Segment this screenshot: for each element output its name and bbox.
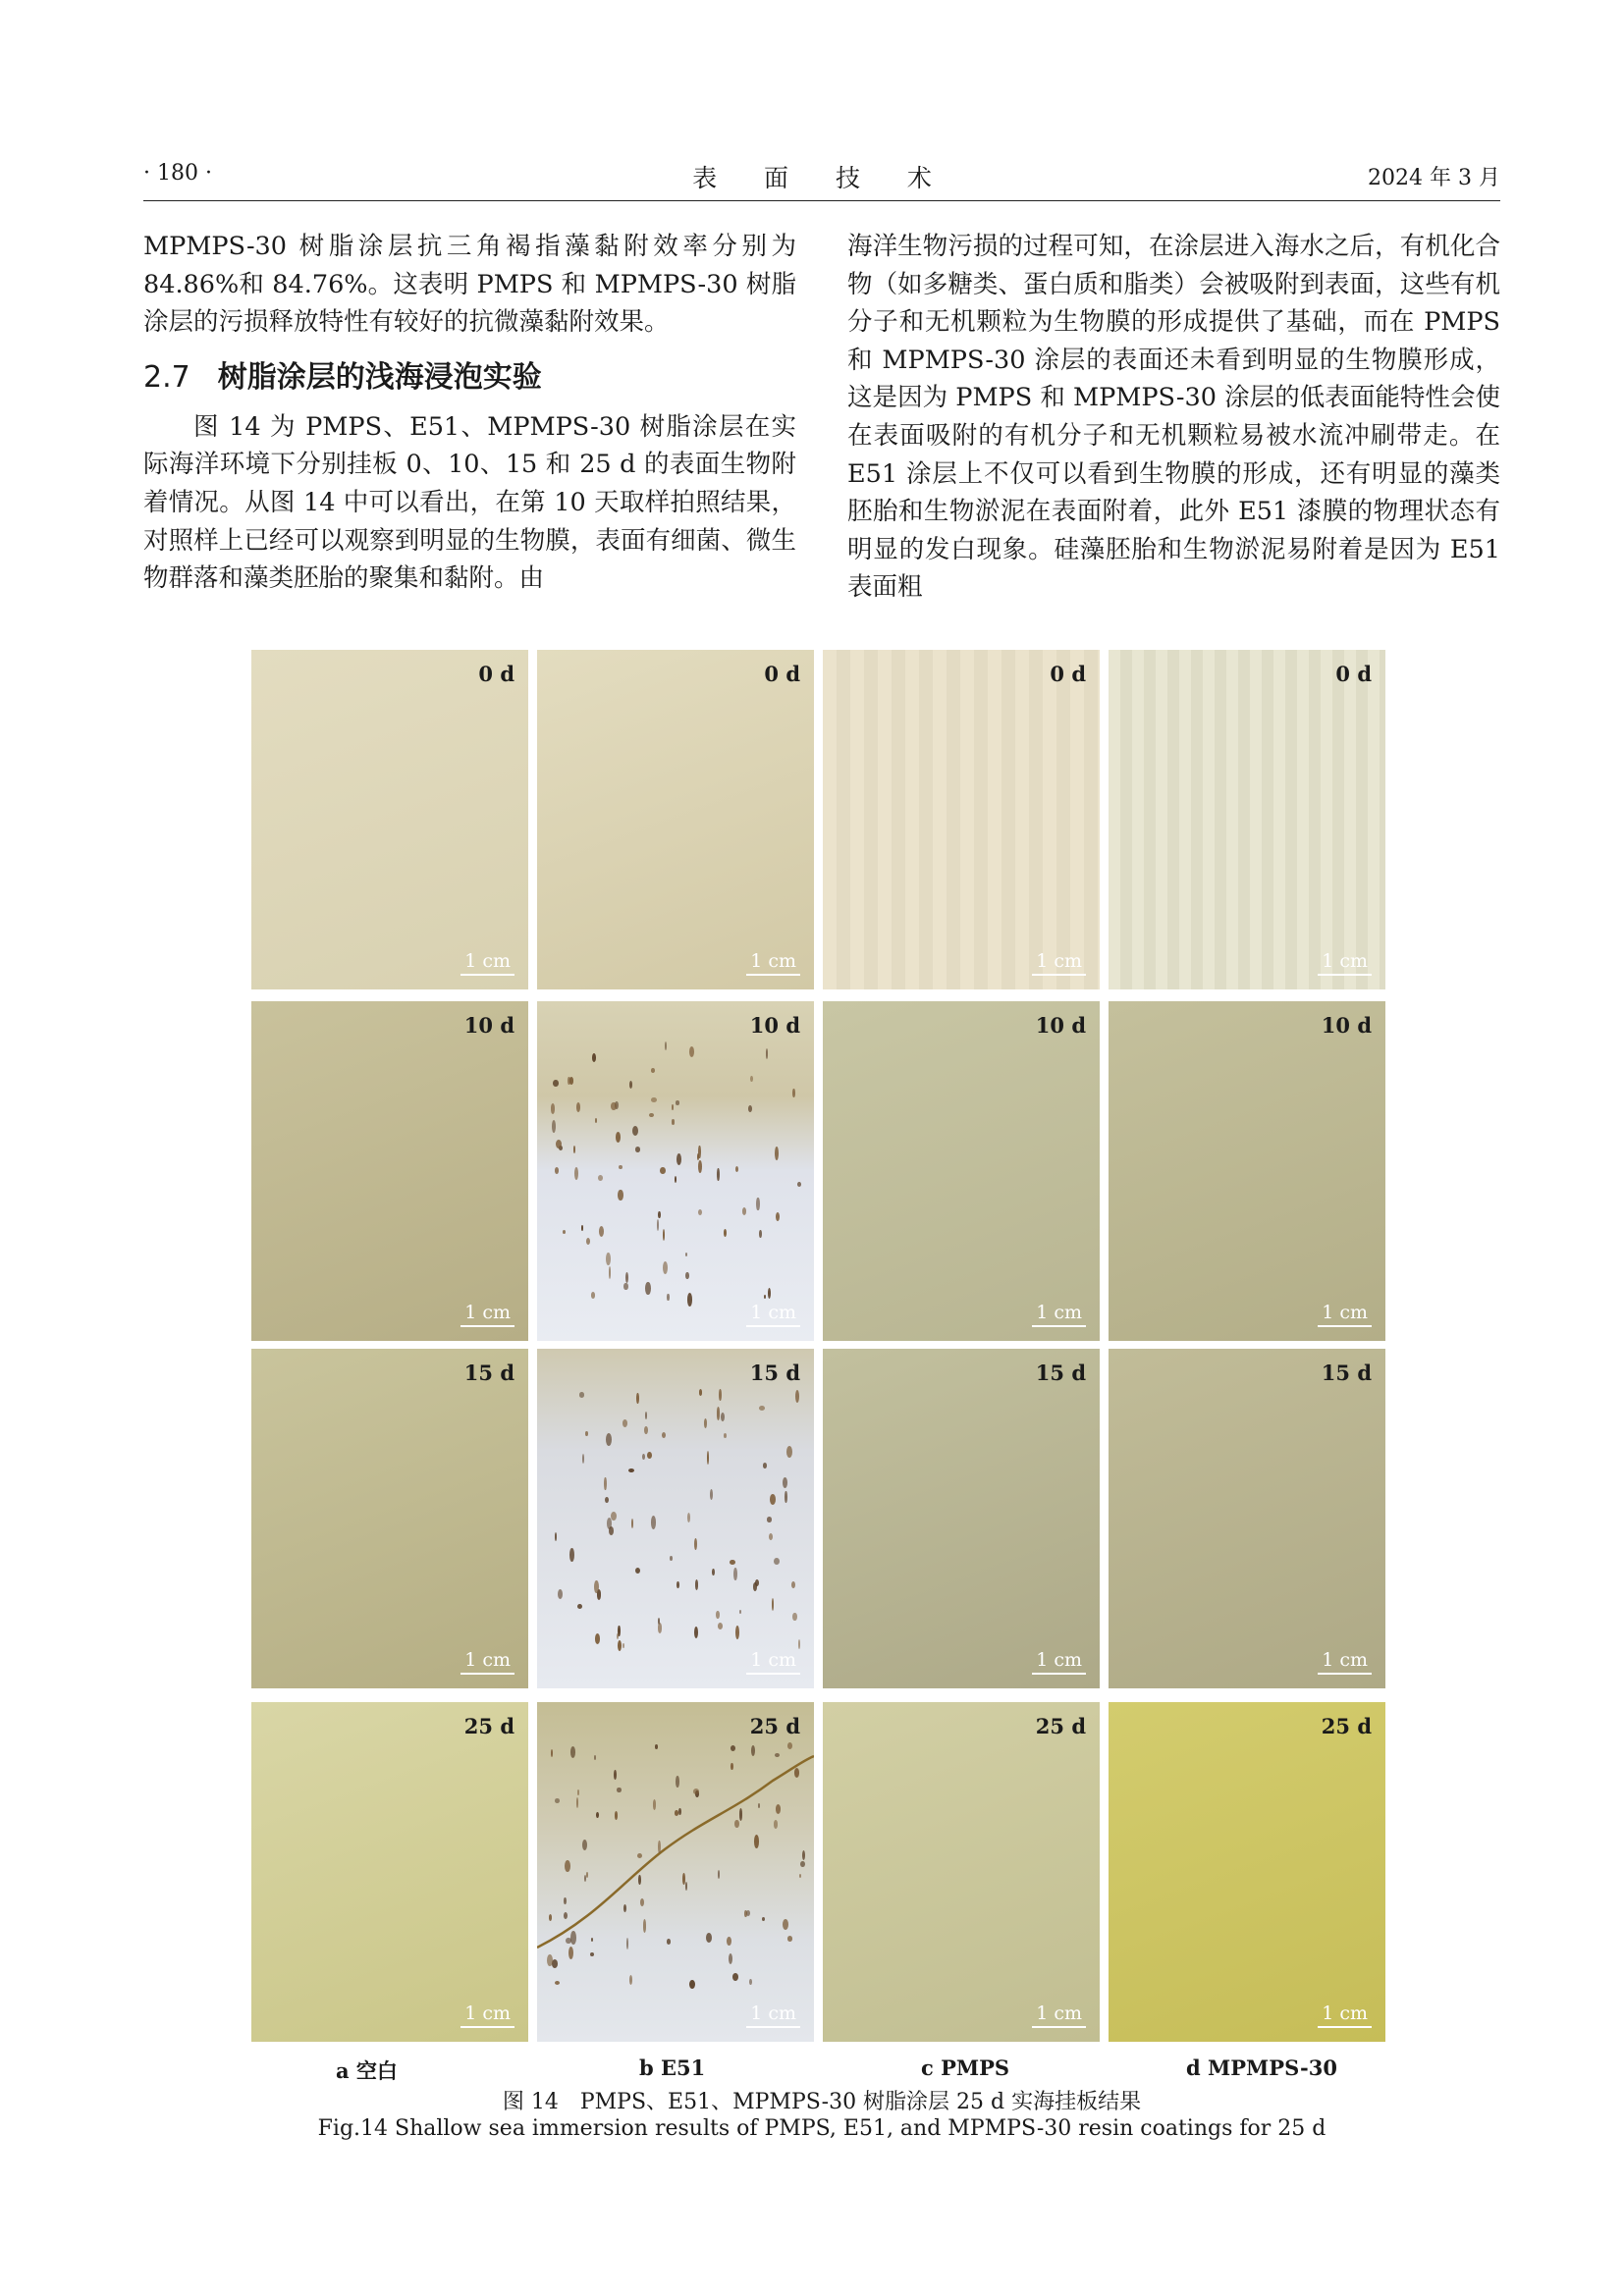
- fouling-speck: [658, 1841, 661, 1853]
- figure-caption-chinese: 图 14 PMPS、E51、MPMPS-30 树脂涂层 25 d 实海挂板结果: [502, 2090, 1142, 2114]
- fouling-speck: [660, 1167, 666, 1174]
- fouling-speck: [734, 1820, 739, 1828]
- fouling-speck: [682, 1873, 685, 1886]
- fouling-speck: [721, 1413, 725, 1421]
- fouling-speck: [800, 1861, 805, 1867]
- scale-bar: 1 cm: [1318, 2002, 1372, 2028]
- fouling-speck: [649, 1113, 654, 1118]
- day-label: 0 d: [1050, 662, 1086, 686]
- figure-14: [251, 650, 1386, 2083]
- fouling-speck: [586, 1238, 590, 1245]
- fouling-speck: [564, 1912, 568, 1919]
- column-label-b: b E51: [639, 2056, 706, 2080]
- fouling-speck: [685, 1253, 687, 1256]
- fouling-speck: [568, 1947, 573, 1959]
- fouling-speck: [724, 1229, 727, 1237]
- fouling-speck: [651, 1097, 657, 1102]
- section-number: 2.7: [143, 359, 190, 395]
- scale-bar: 1 cm: [746, 950, 800, 976]
- fouling-speck: [748, 1105, 752, 1112]
- fouling-speck: [716, 1611, 719, 1619]
- fouling-speck: [689, 1046, 694, 1056]
- fouling-speck: [783, 1477, 787, 1488]
- fouling-speck: [568, 1077, 569, 1085]
- fouling-speck: [644, 1426, 648, 1434]
- scale-bar: 1 cm: [746, 1649, 800, 1675]
- scale-bar: 1 cm: [1318, 1649, 1372, 1675]
- fouling-speck: [645, 1412, 647, 1419]
- paragraph-right: 海洋生物污损的过程可知，在涂层进入海水之后，有机化合物（如多糖类、蛋白质和脂类）会被吸附到表面，这些有机分子和无机颗粒为生物膜的形成提供了基础，而在 PMPS 和 MPMPS-30 涂层的表面还未看到明显的生物膜形成，这是因为 PMPS 和 MPMPS-30 涂层的低表面能特性会使在表面吸附的有机分子和无机颗粒易被水流冲刷带走。在 E51 涂层上不仅可以看到生物膜的形成，还有明显的藻类胚胎和生物淤泥在表面附着，此外 E51 漆膜的物理状态有明显的发白现象。硅藻胚胎和生物淤泥易附着是因为 E51 表面粗: [847, 232, 1500, 603]
- fouling-speck: [609, 1266, 611, 1279]
- section-heading: [143, 359, 796, 397]
- fouling-speck: [549, 1914, 552, 1920]
- journal-title: 表 面 技 术: [692, 164, 951, 192]
- fouling-speck: [735, 1626, 739, 1638]
- fouling-speck: [694, 1538, 697, 1550]
- day-label: 25 d: [749, 1714, 800, 1738]
- day-label: 25 d: [463, 1714, 514, 1738]
- fouling-speck: [574, 1167, 578, 1180]
- fouling-speck: [642, 1454, 645, 1460]
- fouling-speck: [662, 1432, 666, 1439]
- fouling-speck: [707, 1451, 709, 1465]
- fouling-speck: [618, 1640, 622, 1651]
- scale-bar: 1 cm: [460, 950, 514, 976]
- photo-c-0d: [823, 650, 1100, 989]
- fouling-speck: [753, 1582, 757, 1590]
- fouling-speck: [706, 1933, 712, 1944]
- fouling-speck: [611, 1512, 617, 1521]
- fouling-speck: [651, 1516, 656, 1529]
- fouling-speck: [566, 1938, 570, 1944]
- fouling-speck: [739, 1610, 742, 1614]
- fouling-speck: [570, 1746, 575, 1758]
- fouling-speck: [576, 1102, 580, 1112]
- fouling-speck: [581, 1225, 583, 1231]
- fouling-speck: [735, 1166, 738, 1172]
- fouling-speck: [599, 1226, 604, 1237]
- fouling-speck: [553, 1080, 559, 1087]
- fouling-speck: [791, 1581, 795, 1588]
- fouling-speck: [799, 1874, 801, 1878]
- day-label: 15 d: [1035, 1361, 1086, 1385]
- fouling-speck: [675, 1810, 678, 1815]
- fouling-speck: [685, 1272, 689, 1280]
- figure-caption-english: Fig.14 Shallow sea immersion results of PMPS, E51, and MPMPS-30 resin coatings for 25 d: [317, 2116, 1326, 2141]
- fouling-speck: [670, 1556, 673, 1561]
- scale-bar: 1 cm: [460, 1302, 514, 1327]
- fouling-speck: [551, 1749, 553, 1757]
- column-label-d: d MPMPS-30: [1186, 2056, 1337, 2080]
- day-label: 0 d: [1335, 662, 1372, 686]
- fouling-speck: [672, 1104, 674, 1110]
- fouling-speck: [558, 1589, 563, 1599]
- fouling-speck: [772, 1598, 774, 1611]
- column-label-c: c PMPS: [921, 2056, 1010, 2080]
- fouling-speck: [595, 1118, 597, 1123]
- fouling-speck: [625, 1272, 628, 1283]
- fouling-speck: [763, 1463, 767, 1468]
- fouling-speck: [704, 1418, 707, 1428]
- fouling-speck: [718, 1623, 723, 1629]
- fouling-speck: [636, 1393, 639, 1405]
- fouling-speck: [555, 1798, 560, 1803]
- fouling-speck: [767, 1517, 772, 1522]
- fouling-speck: [675, 1176, 677, 1183]
- fouling-speck: [678, 1808, 681, 1814]
- fouling-speck: [618, 1190, 623, 1201]
- fouling-speck: [629, 1081, 632, 1089]
- fouling-speck: [619, 1165, 623, 1170]
- fouling-speck: [615, 1811, 618, 1820]
- section-title: 树脂涂层的浅海浸泡实验: [217, 359, 542, 395]
- fouling-speck: [617, 1788, 621, 1792]
- day-label: 15 d: [749, 1361, 800, 1385]
- fouling-speck: [756, 1198, 759, 1211]
- photo-d-25d: [1109, 1702, 1385, 2042]
- fouling-speck: [795, 1390, 799, 1403]
- fouling-speck: [604, 1477, 606, 1490]
- fouling-speck: [638, 1875, 641, 1886]
- fouling-speck: [595, 1633, 600, 1643]
- photo-b-10d: [537, 1001, 814, 1341]
- fouling-speck: [623, 1283, 628, 1291]
- fouling-speck: [667, 1294, 669, 1302]
- photo-d-10d: [1109, 1001, 1385, 1341]
- fouling-speck: [573, 1146, 575, 1152]
- fouling-speck: [565, 1860, 570, 1872]
- paragraph-continued: MPMPS-30 树脂涂层抗三角褐指藻黏附效率分别为 84.86%和 84.76%。这表明 PMPS 和 MPMPS-30 树脂涂层的污损释放特性有较好的抗微藻黏附效果。: [143, 232, 796, 338]
- scale-bar: 1 cm: [1032, 950, 1086, 976]
- fouling-speck: [606, 1433, 612, 1446]
- fouling-speck: [645, 1282, 651, 1295]
- fouling-speck: [632, 1126, 638, 1136]
- fouling-speck: [717, 1407, 721, 1419]
- day-label: 10 d: [463, 1013, 514, 1038]
- photo-a-10d: [251, 1001, 528, 1341]
- fouling-speck: [724, 1433, 727, 1438]
- fouling-speck: [676, 1776, 678, 1788]
- fouling-speck: [764, 1295, 767, 1299]
- fouling-speck: [694, 1627, 698, 1638]
- scale-bar: 1 cm: [1032, 1649, 1086, 1675]
- day-label: 10 d: [1035, 1013, 1086, 1038]
- fouling-speck: [611, 1102, 617, 1109]
- fouling-speck: [657, 1219, 659, 1231]
- photo-d-0d: [1109, 650, 1385, 989]
- right-column: [847, 228, 1500, 607]
- fouling-speck: [596, 1812, 599, 1818]
- fouling-speck: [552, 1120, 556, 1133]
- fouling-speck: [569, 1548, 574, 1561]
- photo-d-15d: [1109, 1349, 1385, 1688]
- fouling-speck: [635, 1568, 640, 1574]
- photo-c-25d: [823, 1702, 1100, 2042]
- fouling-speck: [628, 1468, 634, 1472]
- fouling-speck: [585, 1431, 588, 1437]
- fouling-speck: [676, 1100, 680, 1105]
- fouling-speck: [744, 1910, 746, 1916]
- scale-bar: 1 cm: [746, 2002, 800, 2028]
- fouling-speck: [742, 1207, 746, 1215]
- fouling-speck: [605, 1497, 609, 1503]
- fouling-speck: [759, 1406, 765, 1411]
- fouling-speck: [719, 1389, 722, 1401]
- fouling-speck: [614, 1770, 617, 1780]
- fouling-speck: [730, 1560, 735, 1565]
- scale-bar: 1 cm: [1318, 950, 1372, 976]
- page-header: [143, 157, 1500, 201]
- fouling-speck: [658, 1623, 662, 1632]
- left-column: [143, 228, 796, 598]
- day-label: 15 d: [463, 1361, 514, 1385]
- scale-bar: 1 cm: [1318, 1302, 1372, 1327]
- fouling-speck: [564, 1897, 566, 1904]
- fouling-speck: [731, 1763, 732, 1770]
- fouling-speck: [677, 1153, 681, 1165]
- fouling-speck: [732, 1973, 738, 1981]
- fouling-speck: [689, 1980, 695, 1989]
- photo-b-15d: [537, 1349, 814, 1688]
- fouling-speck: [607, 1518, 612, 1529]
- column-label-a: a 空白: [336, 2058, 398, 2083]
- photo-c-10d: [823, 1001, 1100, 1341]
- scale-bar: 1 cm: [746, 1302, 800, 1327]
- day-label: 15 d: [1321, 1361, 1372, 1385]
- fouling-speck: [626, 1938, 628, 1949]
- fouling-speck: [591, 1292, 596, 1299]
- fouling-speck: [582, 1454, 584, 1464]
- fouling-speck: [563, 1230, 566, 1234]
- paragraph-section-2-7: 图 14 为 PMPS、E51、MPMPS-30 树脂涂层在实际海洋环境下分别挂板 0、10、15 和 25 d 的表面生物附着情况。从图 14 中可以看出，在第 10 天取样拍照结果，对照样上已经可以观察到明显的生物膜，表面有细菌、微生物群落和藻类胚胎的聚集和黏附。由: [143, 411, 796, 594]
- fouling-speck: [766, 1048, 769, 1059]
- fouling-speck: [693, 1789, 699, 1794]
- fouling-speck: [698, 1209, 702, 1215]
- day-label: 10 d: [1321, 1013, 1372, 1038]
- photo-b-0d: [537, 650, 814, 989]
- scale-bar: 1 cm: [460, 2002, 514, 2028]
- fouling-speck: [687, 1293, 692, 1306]
- fouling-speck: [718, 1870, 720, 1879]
- day-label: 10 d: [749, 1013, 800, 1038]
- fouling-speck: [783, 1919, 788, 1930]
- fouling-speck: [798, 1639, 800, 1649]
- fouling-speck: [592, 1053, 596, 1062]
- scale-bar: 1 cm: [1032, 2002, 1086, 2028]
- fouling-speck: [606, 1253, 611, 1265]
- fouling-speck: [759, 1230, 761, 1238]
- photo-a-15d: [251, 1349, 528, 1688]
- fouling-speck: [598, 1175, 603, 1181]
- fouling-speck: [750, 1076, 753, 1083]
- fouling-speck: [555, 1981, 560, 1985]
- fouling-speck: [775, 1147, 779, 1160]
- fouling-speck: [623, 1643, 624, 1649]
- fouling-speck: [582, 1840, 587, 1851]
- fouling-speck: [552, 1959, 558, 1968]
- fouling-speck: [769, 1533, 773, 1540]
- fouling-speck: [579, 1392, 585, 1398]
- fouling-speck: [802, 1850, 805, 1860]
- day-label: 25 d: [1035, 1714, 1086, 1738]
- fouling-speck: [658, 1211, 660, 1218]
- scale-bar: 1 cm: [1032, 1302, 1086, 1327]
- day-label: 0 d: [478, 662, 514, 686]
- photo-b-25d: [537, 1702, 814, 2042]
- fouling-speck: [762, 1917, 765, 1921]
- fouling-speck: [655, 1744, 658, 1749]
- day-label: 0 d: [764, 662, 800, 686]
- fouling-speck: [629, 1975, 632, 1985]
- scale-bar: 1 cm: [460, 1649, 514, 1675]
- fouling-speck: [594, 1755, 596, 1760]
- fouling-speck: [623, 1904, 626, 1912]
- fouling-speck: [551, 1103, 556, 1114]
- fouling-speck: [651, 1068, 655, 1073]
- fouling-speck: [749, 1979, 752, 1985]
- fouling-speck: [687, 1513, 690, 1522]
- page-number: · 180 ·: [143, 161, 212, 186]
- day-label: 25 d: [1321, 1714, 1372, 1738]
- fouling-speck: [677, 1581, 679, 1588]
- fouling-speck: [785, 1491, 786, 1503]
- fouling-speck: [712, 1569, 715, 1575]
- fouling-speck: [555, 1532, 557, 1541]
- fouling-speck: [577, 1604, 582, 1609]
- fouling-speck: [698, 1160, 702, 1173]
- photo-a-0d: [251, 650, 528, 989]
- fouling-speck: [797, 1182, 801, 1187]
- fouling-speck: [776, 1804, 781, 1813]
- fouling-speck: [710, 1489, 713, 1500]
- issue-date: 2024 年 3 月: [1368, 166, 1500, 190]
- fouling-speck: [717, 1168, 719, 1181]
- fouling-speck: [774, 1558, 780, 1565]
- fouling-speck: [570, 1931, 576, 1945]
- fouling-speck: [616, 1132, 621, 1142]
- fouling-speck: [647, 1452, 652, 1459]
- fouling-speck: [555, 1167, 560, 1174]
- photo-a-25d: [251, 1702, 528, 2042]
- fouling-speck: [739, 1808, 742, 1821]
- fouling-speck: [640, 1898, 644, 1906]
- fouling-speck: [792, 1613, 797, 1622]
- fouling-speck: [631, 1519, 633, 1528]
- fouling-speck: [695, 1579, 698, 1590]
- fouling-speck: [751, 1745, 755, 1756]
- crack-line: [537, 1702, 814, 2042]
- fouling-speck: [665, 1041, 667, 1050]
- fouling-speck: [699, 1389, 703, 1396]
- fouling-speck: [792, 1089, 794, 1096]
- fouling-speck: [663, 1261, 668, 1274]
- fouling-speck: [623, 1419, 627, 1427]
- fouling-speck: [635, 1147, 640, 1152]
- fouling-speck: [768, 1288, 771, 1300]
- fouling-speck: [776, 1212, 780, 1221]
- fouling-speck: [786, 1446, 792, 1458]
- fouling-speck: [672, 1119, 676, 1125]
- fouling-speck: [770, 1494, 776, 1505]
- fouling-speck: [663, 1229, 665, 1241]
- fouling-speck: [733, 1568, 737, 1580]
- photo-c-15d: [823, 1349, 1100, 1688]
